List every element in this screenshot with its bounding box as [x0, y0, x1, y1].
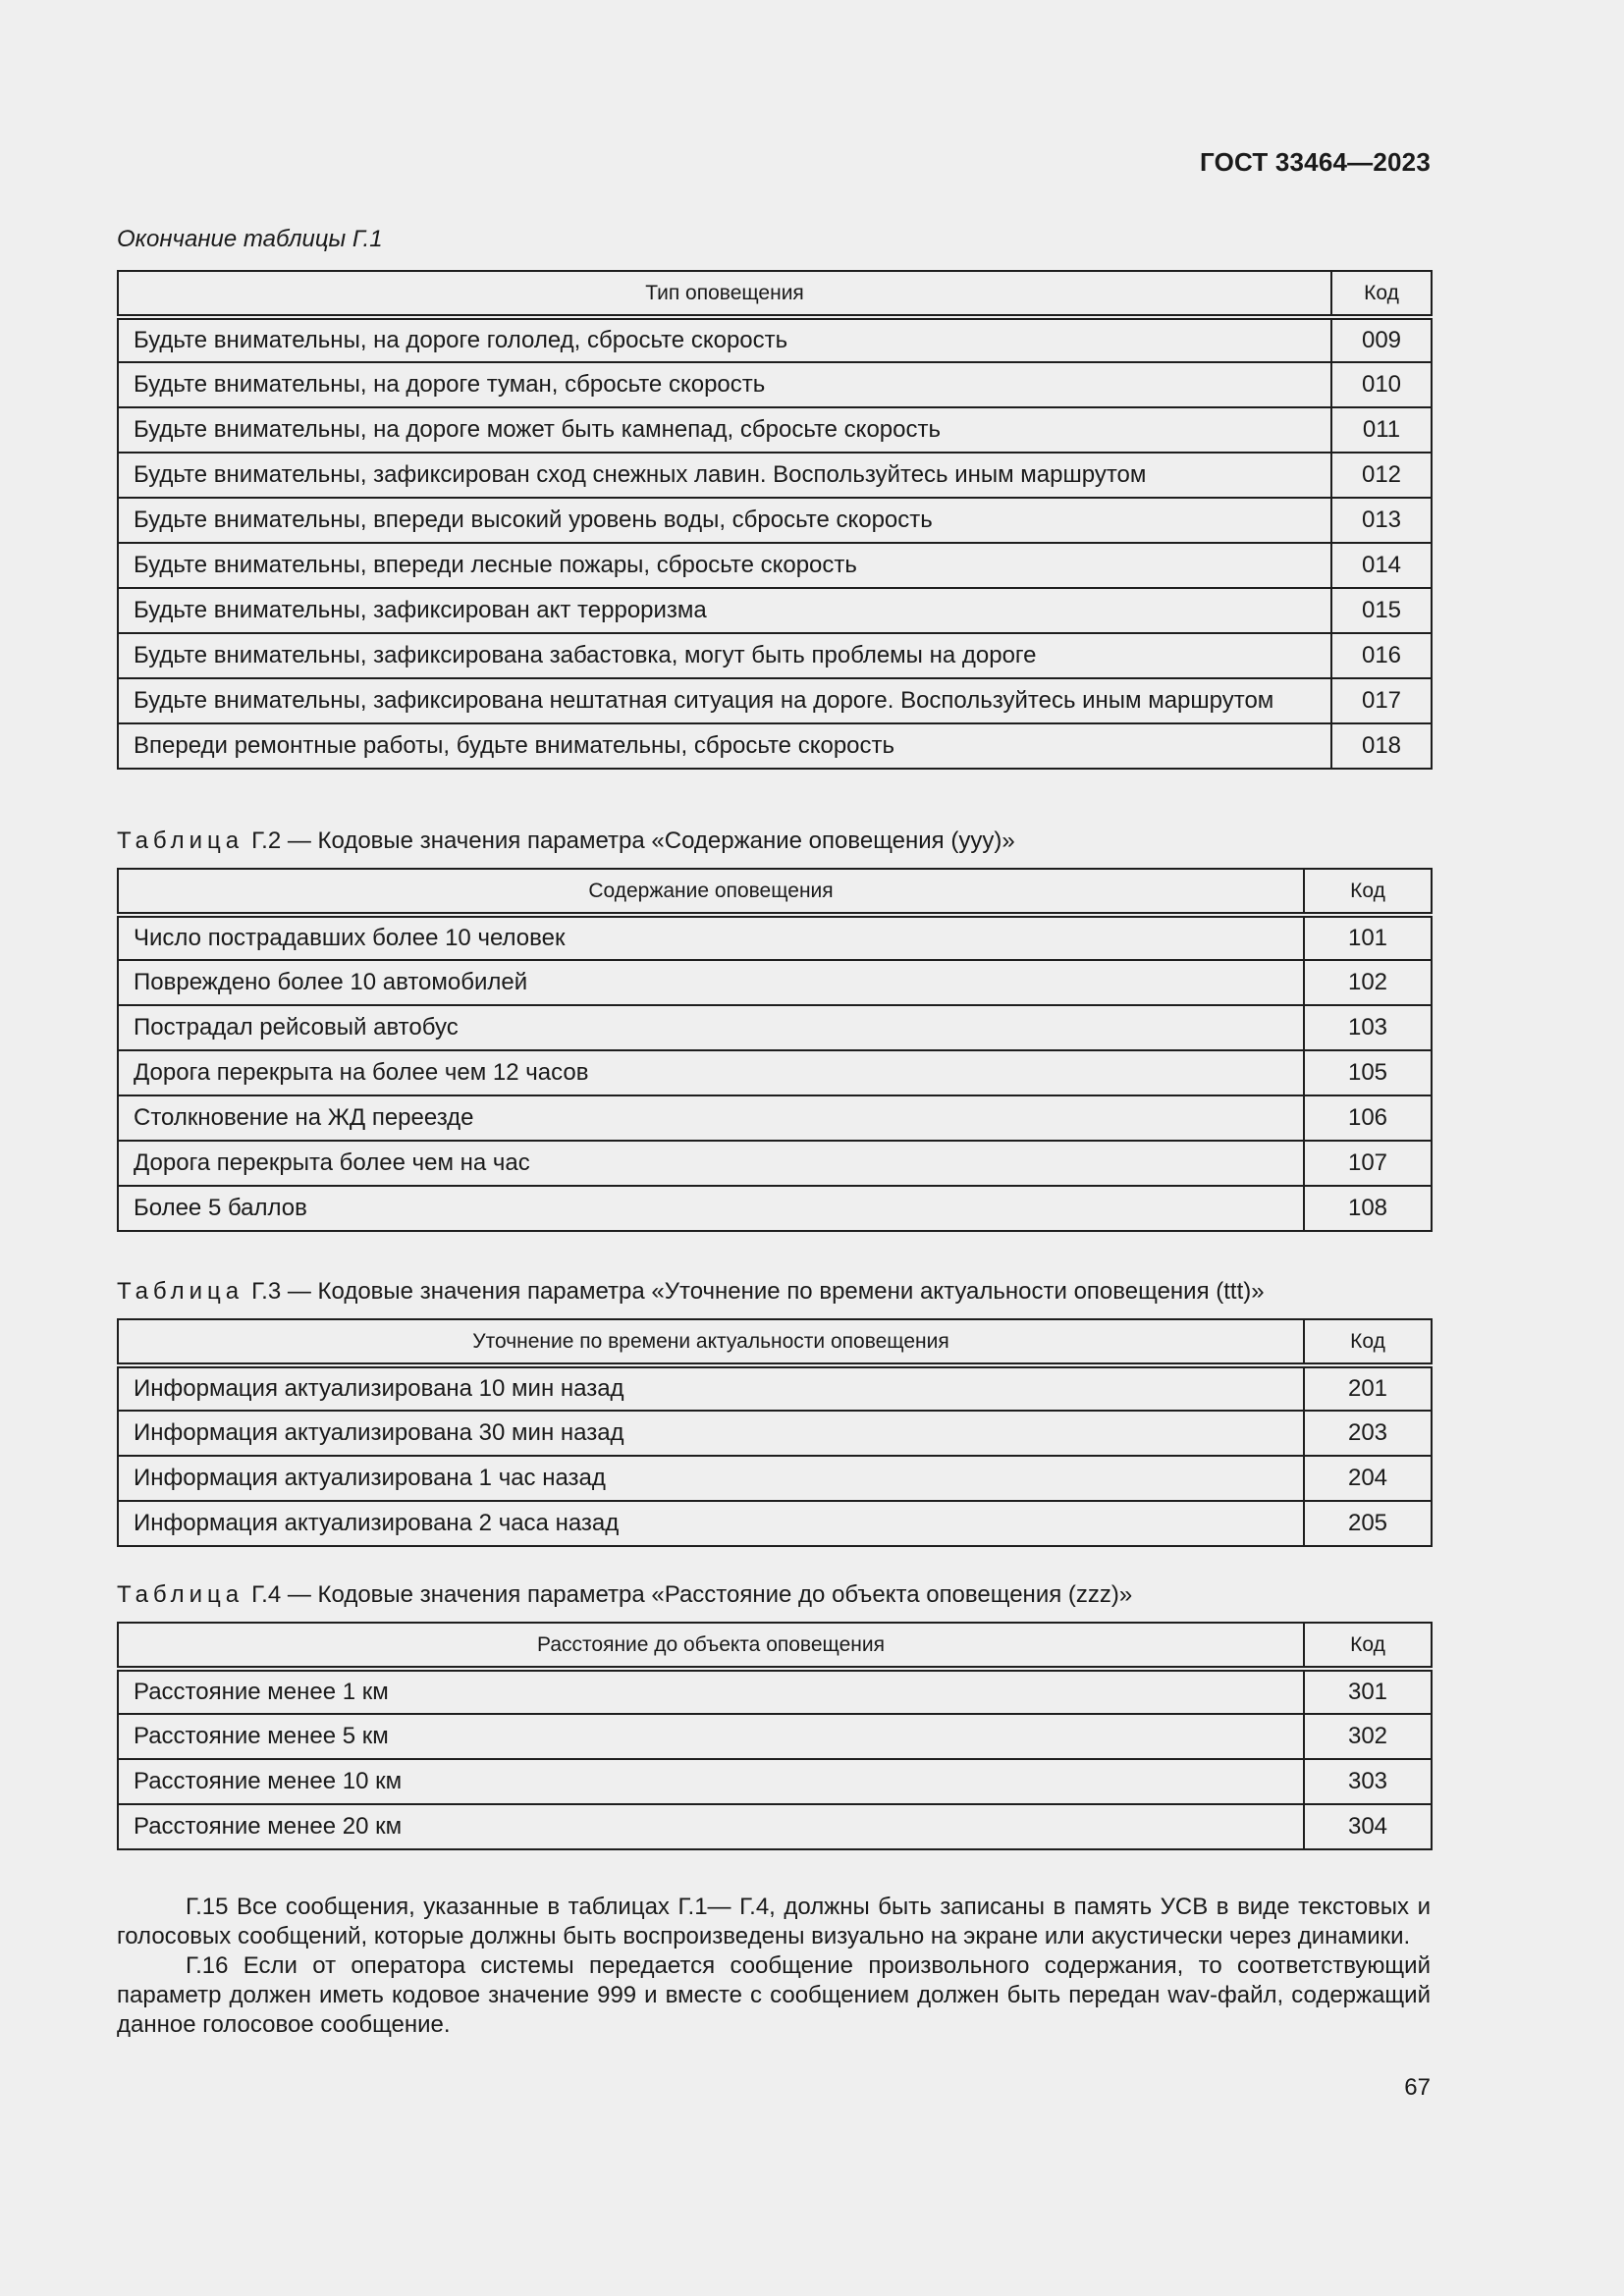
table-row — [118, 1804, 1432, 1849]
column-header-name: Расстояние до объекта оповещения — [118, 1623, 1304, 1669]
paragraph-g15: Г.15 Все сообщения, указанные в таблицах Г.1— Г.4, должны быть записаны в память УСВ в виде текстовых и голосовых сообщений, которые должны быть воспроизведены визуально на экране или акустически через динамики. — [117, 1894, 1431, 1949]
table-header-row — [118, 271, 1432, 317]
row-name-cell: Впереди ремонтные работы, будьте внимательны, сбросьте скорость — [118, 723, 1331, 769]
column-header-code: Код — [1331, 271, 1432, 317]
row-name-cell: Пострадал рейсовый автобус — [118, 1005, 1304, 1050]
table-row — [118, 1186, 1432, 1231]
row-name-cell: Будьте внимательны, впереди высокий уровень воды, сбросьте скорость — [118, 498, 1331, 543]
table-g4 — [117, 1622, 1433, 1850]
row-code-cell: 012 — [1331, 453, 1432, 498]
paragraph-g16: Г.16 Если от оператора системы передается сообщение произвольного содержания, то соответствующий параметр должен иметь кодовое значение 999 и вместе с сообщением должен быть передан wav-файл, содержащий данное голосовое сообщение. — [117, 1952, 1431, 2038]
table-header-row — [118, 869, 1432, 915]
column-header-code: Код — [1304, 869, 1432, 915]
row-name-cell: Дорога перекрыта более чем на час — [118, 1141, 1304, 1186]
body-text — [117, 1893, 1431, 2040]
column-header-name: Тип оповещения — [118, 271, 1331, 317]
table-label: Таблица — [117, 1278, 244, 1305]
row-code-cell: 303 — [1304, 1759, 1432, 1804]
row-name-cell: Будьте внимательны, зафиксирована забастовка, могут быть проблемы на дороге — [118, 633, 1331, 678]
row-code-cell: 201 — [1304, 1365, 1432, 1411]
row-code-cell: 205 — [1304, 1501, 1432, 1546]
row-name-cell: Будьте внимательны, впереди лесные пожары, сбросьте скорость — [118, 543, 1331, 588]
column-header-code: Код — [1304, 1319, 1432, 1365]
table-g4-caption — [117, 1581, 1132, 1609]
table-row — [118, 362, 1432, 407]
row-name-cell: Информация актуализирована 10 мин назад — [118, 1365, 1304, 1411]
row-code-cell: 301 — [1304, 1669, 1432, 1714]
table-row — [118, 723, 1432, 769]
row-code-cell: 011 — [1331, 407, 1432, 453]
row-name-cell: Столкновение на ЖД переезде — [118, 1095, 1304, 1141]
table-title: Г.3 — Кодовые значения параметра «Уточнение по времени актуальности оповещения (ttt)» — [251, 1278, 1265, 1305]
row-code-cell: 107 — [1304, 1141, 1432, 1186]
row-name-cell: Расстояние менее 10 км — [118, 1759, 1304, 1804]
table-row — [118, 1501, 1432, 1546]
table-row — [118, 407, 1432, 453]
row-name-cell: Более 5 баллов — [118, 1186, 1304, 1231]
row-name-cell: Будьте внимательны, на дороге может быть камнепад, сбросьте скорость — [118, 407, 1331, 453]
table-g3 — [117, 1318, 1433, 1547]
row-name-cell: Будьте внимательны, зафиксирован акт терроризма — [118, 588, 1331, 633]
row-code-cell: 014 — [1331, 543, 1432, 588]
table-row — [118, 588, 1432, 633]
row-name-cell: Информация актуализирована 1 час назад — [118, 1456, 1304, 1501]
table-row — [118, 543, 1432, 588]
row-name-cell: Информация актуализирована 30 мин назад — [118, 1411, 1304, 1456]
row-name-cell: Будьте внимательны, на дороге гололед, сбросьте скорость — [118, 317, 1331, 362]
row-name-cell: Информация актуализирована 2 часа назад — [118, 1501, 1304, 1546]
table-row — [118, 1714, 1432, 1759]
table-row — [118, 1759, 1432, 1804]
row-code-cell: 106 — [1304, 1095, 1432, 1141]
row-code-cell: 302 — [1304, 1714, 1432, 1759]
column-header-name: Уточнение по времени актуальности оповещения — [118, 1319, 1304, 1365]
row-code-cell: 010 — [1331, 362, 1432, 407]
row-code-cell: 103 — [1304, 1005, 1432, 1050]
table-row — [118, 1669, 1432, 1714]
table-g2 — [117, 868, 1433, 1232]
row-name-cell: Дорога перекрыта на более чем 12 часов — [118, 1050, 1304, 1095]
row-name-cell: Будьте внимательны, зафиксирована нештатная ситуация на дороге. Воспользуйтесь иным маршрутом — [118, 678, 1331, 723]
row-code-cell: 015 — [1331, 588, 1432, 633]
table-row — [118, 1141, 1432, 1186]
row-name-cell: Повреждено более 10 автомобилей — [118, 960, 1304, 1005]
row-code-cell: 009 — [1331, 317, 1432, 362]
table-row — [118, 960, 1432, 1005]
table-row — [118, 498, 1432, 543]
row-code-cell: 013 — [1331, 498, 1432, 543]
row-code-cell: 304 — [1304, 1804, 1432, 1849]
row-name-cell: Расстояние менее 20 км — [118, 1804, 1304, 1849]
row-name-cell: Число пострадавших более 10 человек — [118, 915, 1304, 960]
row-code-cell: 017 — [1331, 678, 1432, 723]
table-row — [118, 633, 1432, 678]
table-g1 — [117, 270, 1433, 770]
row-code-cell: 203 — [1304, 1411, 1432, 1456]
row-code-cell: 204 — [1304, 1456, 1432, 1501]
table-row — [118, 453, 1432, 498]
table-row — [118, 1005, 1432, 1050]
table-row — [118, 1095, 1432, 1141]
row-name-cell: Будьте внимательны, на дороге туман, сбросьте скорость — [118, 362, 1331, 407]
row-name-cell: Будьте внимательны, зафиксирован сход снежных лавин. Воспользуйтесь иным маршрутом — [118, 453, 1331, 498]
table-row — [118, 1456, 1432, 1501]
table-g2-caption — [117, 828, 1015, 855]
table-title: Г.2 — Кодовые значения параметра «Содержание оповещения (yyy)» — [251, 828, 1015, 854]
row-code-cell: 108 — [1304, 1186, 1432, 1231]
column-header-code: Код — [1304, 1623, 1432, 1669]
column-header-name: Содержание оповещения — [118, 869, 1304, 915]
table-row — [118, 915, 1432, 960]
table-row — [118, 678, 1432, 723]
table-row — [118, 317, 1432, 362]
table-header-row — [118, 1623, 1432, 1669]
page-number: 67 — [1404, 2074, 1431, 2101]
standard-designation: ГОСТ 33464—2023 — [1200, 147, 1431, 177]
row-name-cell: Расстояние менее 1 км — [118, 1669, 1304, 1714]
row-code-cell: 101 — [1304, 915, 1432, 960]
table-label: Таблица — [117, 828, 244, 854]
row-code-cell: 105 — [1304, 1050, 1432, 1095]
table-row — [118, 1411, 1432, 1456]
table-title: Г.4 — Кодовые значения параметра «Расстояние до объекта оповещения (zzz)» — [251, 1581, 1133, 1608]
table-g3-caption — [117, 1278, 1265, 1306]
row-code-cell: 102 — [1304, 960, 1432, 1005]
row-name-cell: Расстояние менее 5 км — [118, 1714, 1304, 1759]
table-g1-continuation-caption: Окончание таблицы Г.1 — [117, 226, 383, 252]
table-label: Таблица — [117, 1581, 244, 1608]
row-code-cell: 018 — [1331, 723, 1432, 769]
table-row — [118, 1050, 1432, 1095]
table-row — [118, 1365, 1432, 1411]
table-header-row — [118, 1319, 1432, 1365]
row-code-cell: 016 — [1331, 633, 1432, 678]
